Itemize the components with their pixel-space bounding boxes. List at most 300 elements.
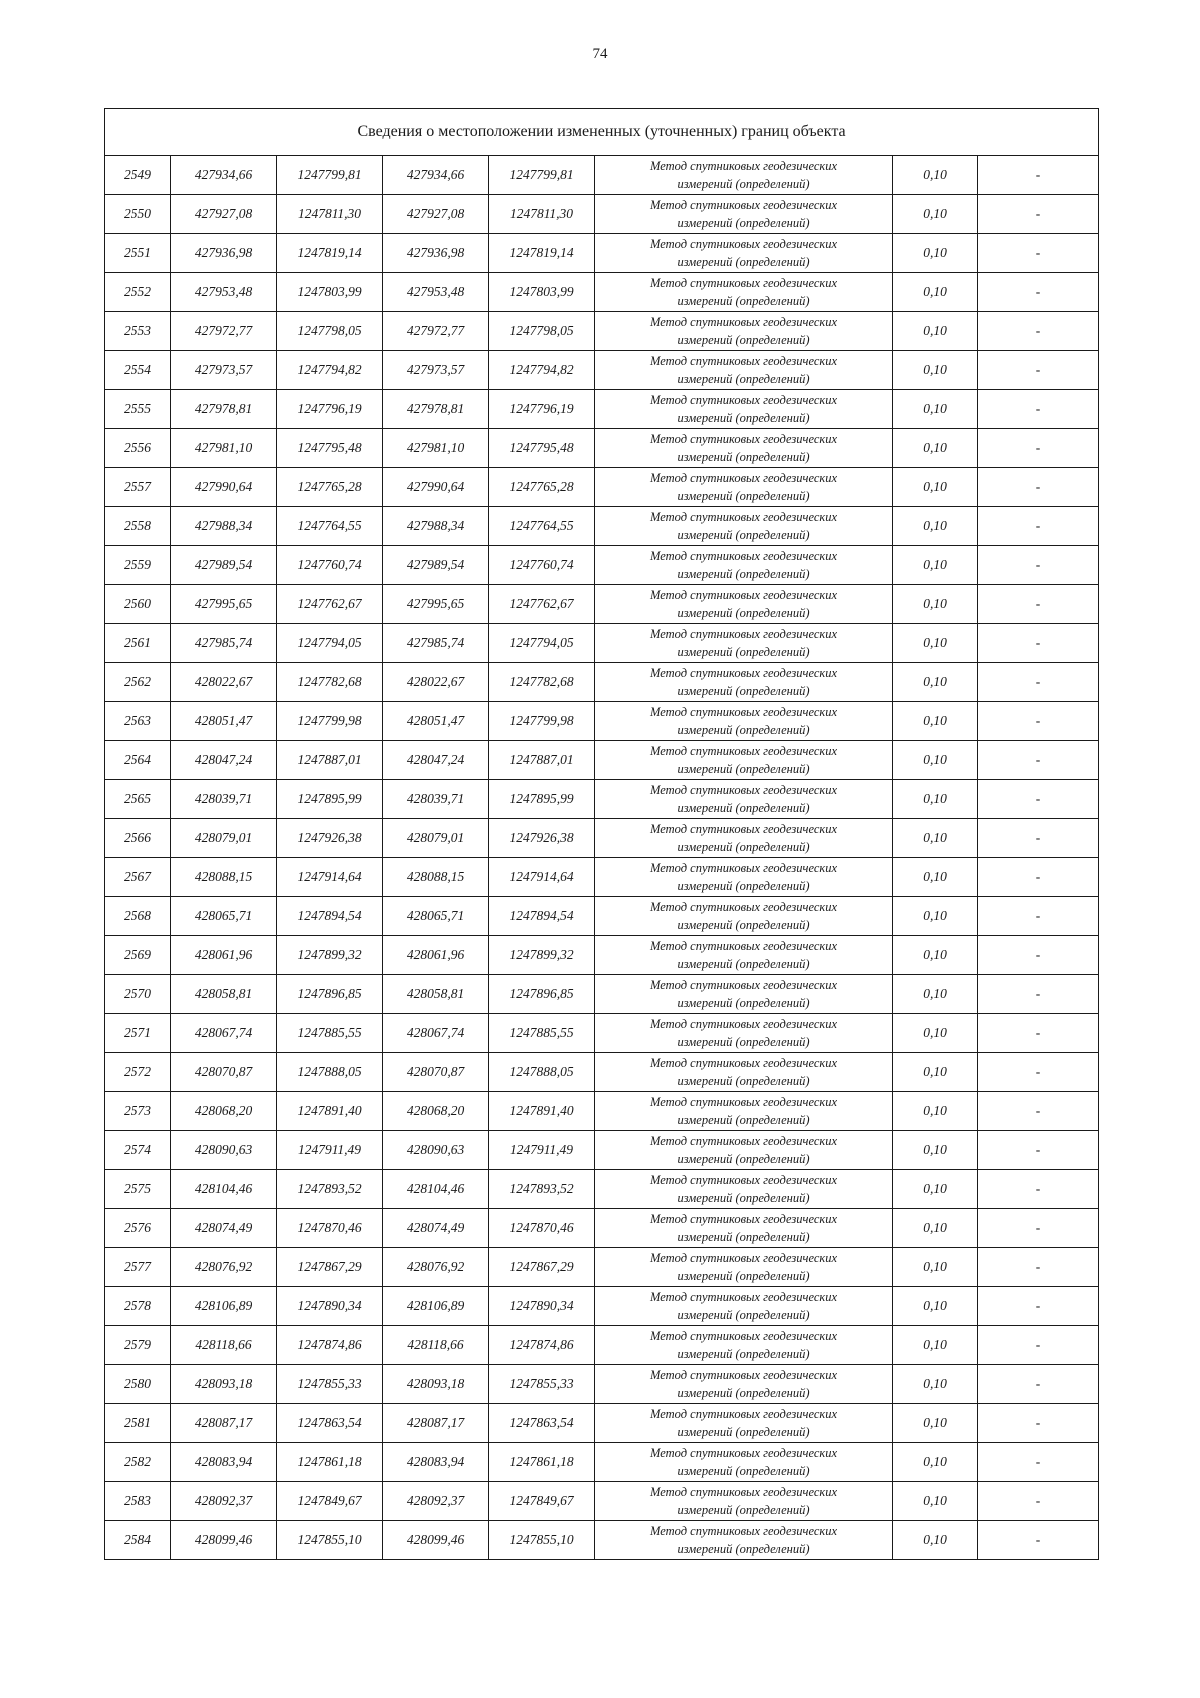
accuracy-cell: 0,10: [893, 351, 978, 390]
method-line-1: Метод спутниковых геодезических: [649, 1524, 838, 1538]
table-row: [105, 897, 1099, 936]
x-specified-cell: 428074,49: [383, 1209, 489, 1248]
point-number-cell: 2553: [105, 312, 171, 351]
point-number-cell: 2550: [105, 195, 171, 234]
table-row: [105, 741, 1099, 780]
y-existing-cell: 1247926,38: [277, 819, 383, 858]
point-number-cell: 2562: [105, 663, 171, 702]
method-cell: [595, 663, 893, 702]
y-existing-cell: 1247893,52: [277, 1170, 383, 1209]
y-specified-cell: 1247895,99: [489, 780, 595, 819]
page-number: 74: [592, 46, 608, 62]
accuracy-cell: 0,10: [893, 312, 978, 351]
accuracy-cell: 0,10: [893, 234, 978, 273]
method-cell: [595, 1053, 893, 1092]
y-existing-cell: 1247764,55: [277, 507, 383, 546]
x-specified-cell: 428051,47: [383, 702, 489, 741]
method-line-2: измерений (определений): [677, 489, 810, 503]
description-cell: -: [978, 1287, 1099, 1326]
x-existing-cell: 427936,98: [171, 234, 277, 273]
accuracy-cell: 0,10: [893, 1131, 978, 1170]
method-cell: [595, 1521, 893, 1560]
method-cell: [595, 1482, 893, 1521]
description-cell: -: [978, 1443, 1099, 1482]
accuracy-cell: 0,10: [893, 663, 978, 702]
y-specified-cell: 1247861,18: [489, 1443, 595, 1482]
description-cell: -: [978, 1248, 1099, 1287]
point-number-cell: 2573: [105, 1092, 171, 1131]
x-existing-cell: 427953,48: [171, 273, 277, 312]
table-title: Сведения о местоположении измененных (уточненных) границ объекта: [105, 109, 1099, 156]
table-row: [105, 1248, 1099, 1287]
y-specified-cell: 1247796,19: [489, 390, 595, 429]
method-line-1: Метод спутниковых геодезических: [649, 1368, 838, 1382]
y-specified-cell: 1247890,34: [489, 1287, 595, 1326]
description-cell: -: [978, 156, 1099, 195]
method-cell: [595, 195, 893, 234]
point-number-cell: 2557: [105, 468, 171, 507]
point-number-cell: 2575: [105, 1170, 171, 1209]
description-cell: -: [978, 819, 1099, 858]
method-cell: [595, 429, 893, 468]
method-line-1: Метод спутниковых геодезических: [649, 822, 838, 836]
x-specified-cell: 428058,81: [383, 975, 489, 1014]
x-existing-cell: 427927,08: [171, 195, 277, 234]
y-specified-cell: 1247896,85: [489, 975, 595, 1014]
method-line-2: измерений (определений): [677, 333, 810, 347]
method-cell: [595, 819, 893, 858]
y-specified-cell: 1247762,67: [489, 585, 595, 624]
table-row: [105, 273, 1099, 312]
description-cell: -: [978, 234, 1099, 273]
method-line-2: измерений (определений): [677, 1425, 810, 1439]
x-existing-cell: 427972,77: [171, 312, 277, 351]
description-cell: -: [978, 897, 1099, 936]
method-line-2: измерений (определений): [677, 1074, 810, 1088]
point-number-cell: 2578: [105, 1287, 171, 1326]
y-specified-cell: 1247874,86: [489, 1326, 595, 1365]
y-specified-cell: 1247899,32: [489, 936, 595, 975]
y-specified-cell: 1247888,05: [489, 1053, 595, 1092]
table-row: [105, 468, 1099, 507]
x-specified-cell: 427978,81: [383, 390, 489, 429]
method-line-1: Метод спутниковых геодезических: [649, 1446, 838, 1460]
description-cell: -: [978, 741, 1099, 780]
method-cell: [595, 780, 893, 819]
table-row: [105, 312, 1099, 351]
x-existing-cell: 427995,65: [171, 585, 277, 624]
y-existing-cell: 1247855,33: [277, 1365, 383, 1404]
table-row: [105, 546, 1099, 585]
point-number-cell: 2580: [105, 1365, 171, 1404]
table-row: [105, 780, 1099, 819]
point-number-cell: 2563: [105, 702, 171, 741]
method-line-1: Метод спутниковых геодезических: [649, 1329, 838, 1343]
x-specified-cell: 428070,87: [383, 1053, 489, 1092]
description-cell: -: [978, 936, 1099, 975]
y-specified-cell: 1247799,98: [489, 702, 595, 741]
method-cell: [595, 1326, 893, 1365]
table-row: [105, 1053, 1099, 1092]
method-cell: [595, 1170, 893, 1209]
method-line-1: Метод спутниковых геодезических: [649, 1407, 838, 1421]
point-number-cell: 2554: [105, 351, 171, 390]
method-cell: [595, 897, 893, 936]
description-cell: -: [978, 663, 1099, 702]
y-existing-cell: 1247863,54: [277, 1404, 383, 1443]
method-line-2: измерений (определений): [677, 177, 810, 191]
description-cell: -: [978, 1365, 1099, 1404]
y-specified-cell: 1247819,14: [489, 234, 595, 273]
method-line-1: Метод спутниковых геодезических: [649, 1095, 838, 1109]
y-specified-cell: 1247803,99: [489, 273, 595, 312]
description-cell: -: [978, 1014, 1099, 1053]
method-line-2: измерений (определений): [677, 528, 810, 542]
x-existing-cell: 427978,81: [171, 390, 277, 429]
method-line-2: измерений (определений): [677, 1464, 810, 1478]
method-line-2: измерений (определений): [677, 372, 810, 386]
y-existing-cell: 1247896,85: [277, 975, 383, 1014]
accuracy-cell: 0,10: [893, 780, 978, 819]
method-line-2: измерений (определений): [677, 918, 810, 932]
method-line-1: Метод спутниковых геодезических: [649, 783, 838, 797]
y-existing-cell: 1247799,98: [277, 702, 383, 741]
description-cell: -: [978, 546, 1099, 585]
description-cell: -: [978, 1053, 1099, 1092]
method-line-2: измерений (определений): [677, 1308, 810, 1322]
point-number-cell: 2561: [105, 624, 171, 663]
accuracy-cell: 0,10: [893, 585, 978, 624]
x-existing-cell: 427934,66: [171, 156, 277, 195]
y-existing-cell: 1247799,81: [277, 156, 383, 195]
method-line-1: Метод спутниковых геодезических: [649, 432, 838, 446]
x-specified-cell: 427995,65: [383, 585, 489, 624]
y-existing-cell: 1247887,01: [277, 741, 383, 780]
method-line-1: Метод спутниковых геодезических: [649, 666, 838, 680]
method-cell: [595, 1131, 893, 1170]
method-line-1: Метод спутниковых геодезических: [649, 939, 838, 953]
method-cell: [595, 390, 893, 429]
method-line-2: измерений (определений): [677, 294, 810, 308]
x-specified-cell: 428047,24: [383, 741, 489, 780]
method-line-2: измерений (определений): [677, 1386, 810, 1400]
accuracy-cell: 0,10: [893, 1014, 978, 1053]
description-cell: -: [978, 1131, 1099, 1170]
x-existing-cell: 428090,63: [171, 1131, 277, 1170]
method-cell: [595, 1014, 893, 1053]
x-specified-cell: 428093,18: [383, 1365, 489, 1404]
method-cell: [595, 468, 893, 507]
table-row: [105, 702, 1099, 741]
x-specified-cell: 428092,37: [383, 1482, 489, 1521]
accuracy-cell: 0,10: [893, 1521, 978, 1560]
method-line-2: измерений (определений): [677, 762, 810, 776]
method-line-2: измерений (определений): [677, 1230, 810, 1244]
point-number-cell: 2571: [105, 1014, 171, 1053]
accuracy-cell: 0,10: [893, 1404, 978, 1443]
method-line-1: Метод спутниковых геодезических: [649, 627, 838, 641]
method-line-1: Метод спутниковых геодезических: [649, 588, 838, 602]
y-existing-cell: 1247894,54: [277, 897, 383, 936]
point-number-cell: 2584: [105, 1521, 171, 1560]
description-cell: -: [978, 1326, 1099, 1365]
method-line-1: Метод спутниковых геодезических: [649, 744, 838, 758]
method-line-2: измерений (определений): [677, 684, 810, 698]
method-cell: [595, 975, 893, 1014]
point-number-cell: 2570: [105, 975, 171, 1014]
method-line-2: измерений (определений): [677, 216, 810, 230]
description-cell: -: [978, 390, 1099, 429]
point-number-cell: 2551: [105, 234, 171, 273]
y-existing-cell: 1247794,82: [277, 351, 383, 390]
point-number-cell: 2549: [105, 156, 171, 195]
method-line-1: Метод спутниковых геодезических: [649, 861, 838, 875]
point-number-cell: 2581: [105, 1404, 171, 1443]
method-line-1: Метод спутниковых геодезических: [649, 510, 838, 524]
point-number-cell: 2565: [105, 780, 171, 819]
point-number-cell: 2559: [105, 546, 171, 585]
x-specified-cell: 427988,34: [383, 507, 489, 546]
method-line-1: Метод спутниковых геодезических: [649, 1056, 838, 1070]
x-existing-cell: 428104,46: [171, 1170, 277, 1209]
y-specified-cell: 1247765,28: [489, 468, 595, 507]
y-specified-cell: 1247894,54: [489, 897, 595, 936]
accuracy-cell: 0,10: [893, 1170, 978, 1209]
x-specified-cell: 428088,15: [383, 858, 489, 897]
x-specified-cell: 427953,48: [383, 273, 489, 312]
accuracy-cell: 0,10: [893, 1443, 978, 1482]
x-specified-cell: 427985,74: [383, 624, 489, 663]
accuracy-cell: 0,10: [893, 156, 978, 195]
table-row: [105, 351, 1099, 390]
table-row: [105, 975, 1099, 1014]
method-line-2: измерений (определений): [677, 450, 810, 464]
y-existing-cell: 1247867,29: [277, 1248, 383, 1287]
table-row: [105, 1092, 1099, 1131]
x-specified-cell: 428076,92: [383, 1248, 489, 1287]
method-cell: [595, 624, 893, 663]
method-line-2: измерений (определений): [677, 879, 810, 893]
description-cell: -: [978, 351, 1099, 390]
method-line-1: Метод спутниковых геодезических: [649, 1485, 838, 1499]
method-line-1: Метод спутниковых геодезических: [649, 471, 838, 485]
method-cell: [595, 1365, 893, 1404]
x-specified-cell: 428039,71: [383, 780, 489, 819]
x-specified-cell: 428068,20: [383, 1092, 489, 1131]
description-cell: -: [978, 1092, 1099, 1131]
table-row: [105, 819, 1099, 858]
point-number-cell: 2558: [105, 507, 171, 546]
x-specified-cell: 427972,77: [383, 312, 489, 351]
y-existing-cell: 1247794,05: [277, 624, 383, 663]
y-specified-cell: 1247798,05: [489, 312, 595, 351]
table-row: [105, 858, 1099, 897]
table-row: [105, 1209, 1099, 1248]
y-existing-cell: 1247899,32: [277, 936, 383, 975]
method-cell: [595, 1443, 893, 1482]
x-specified-cell: 428087,17: [383, 1404, 489, 1443]
y-existing-cell: 1247885,55: [277, 1014, 383, 1053]
method-cell: [595, 156, 893, 195]
method-cell: [595, 312, 893, 351]
method-cell: [595, 936, 893, 975]
method-cell: [595, 1287, 893, 1326]
accuracy-cell: 0,10: [893, 897, 978, 936]
method-cell: [595, 741, 893, 780]
x-specified-cell: 427934,66: [383, 156, 489, 195]
x-existing-cell: 428079,01: [171, 819, 277, 858]
accuracy-cell: 0,10: [893, 1053, 978, 1092]
table-row: [105, 429, 1099, 468]
method-line-1: Метод спутниковых геодезических: [649, 549, 838, 563]
description-cell: -: [978, 585, 1099, 624]
table-row: [105, 1131, 1099, 1170]
y-specified-cell: 1247911,49: [489, 1131, 595, 1170]
x-existing-cell: 428067,74: [171, 1014, 277, 1053]
accuracy-cell: 0,10: [893, 858, 978, 897]
point-number-cell: 2576: [105, 1209, 171, 1248]
x-existing-cell: 427988,34: [171, 507, 277, 546]
y-existing-cell: 1247762,67: [277, 585, 383, 624]
accuracy-cell: 0,10: [893, 273, 978, 312]
table-row: [105, 1014, 1099, 1053]
x-specified-cell: 427981,10: [383, 429, 489, 468]
y-specified-cell: 1247811,30: [489, 195, 595, 234]
method-cell: [595, 273, 893, 312]
method-line-2: измерений (определений): [677, 411, 810, 425]
x-specified-cell: 427973,57: [383, 351, 489, 390]
method-line-2: измерений (определений): [677, 255, 810, 269]
method-cell: [595, 858, 893, 897]
y-existing-cell: 1247796,19: [277, 390, 383, 429]
table-row: [105, 624, 1099, 663]
description-cell: -: [978, 468, 1099, 507]
y-existing-cell: 1247760,74: [277, 546, 383, 585]
x-existing-cell: 428083,94: [171, 1443, 277, 1482]
x-existing-cell: 428022,67: [171, 663, 277, 702]
point-number-cell: 2583: [105, 1482, 171, 1521]
x-existing-cell: 427973,57: [171, 351, 277, 390]
description-cell: -: [978, 273, 1099, 312]
table-row: [105, 1404, 1099, 1443]
description-cell: -: [978, 975, 1099, 1014]
x-existing-cell: 428074,49: [171, 1209, 277, 1248]
method-line-1: Метод спутниковых геодезических: [649, 159, 838, 173]
method-cell: [595, 702, 893, 741]
accuracy-cell: 0,10: [893, 624, 978, 663]
point-number-cell: 2582: [105, 1443, 171, 1482]
table-row: [105, 1287, 1099, 1326]
x-existing-cell: 428092,37: [171, 1482, 277, 1521]
accuracy-cell: 0,10: [893, 1209, 978, 1248]
description-cell: -: [978, 780, 1099, 819]
y-existing-cell: 1247914,64: [277, 858, 383, 897]
method-line-1: Метод спутниковых геодезических: [649, 1290, 838, 1304]
table-row: [105, 507, 1099, 546]
x-specified-cell: 428067,74: [383, 1014, 489, 1053]
x-specified-cell: 428083,94: [383, 1443, 489, 1482]
table-row: [105, 390, 1099, 429]
point-number-cell: 2555: [105, 390, 171, 429]
x-existing-cell: 428051,47: [171, 702, 277, 741]
y-existing-cell: 1247782,68: [277, 663, 383, 702]
method-line-2: измерений (определений): [677, 1035, 810, 1049]
table-body: [105, 156, 1099, 1560]
x-existing-cell: 428099,46: [171, 1521, 277, 1560]
x-specified-cell: 428079,01: [383, 819, 489, 858]
x-existing-cell: 428088,15: [171, 858, 277, 897]
method-line-2: измерений (определений): [677, 1542, 810, 1556]
method-line-2: измерений (определений): [677, 840, 810, 854]
y-specified-cell: 1247782,68: [489, 663, 595, 702]
x-existing-cell: 428070,87: [171, 1053, 277, 1092]
y-existing-cell: 1247819,14: [277, 234, 383, 273]
description-cell: -: [978, 429, 1099, 468]
method-line-1: Метод спутниковых геодезических: [649, 1212, 838, 1226]
method-line-1: Метод спутниковых геодезических: [649, 198, 838, 212]
method-line-2: измерений (определений): [677, 996, 810, 1010]
description-cell: -: [978, 507, 1099, 546]
method-line-2: измерений (определений): [677, 1152, 810, 1166]
accuracy-cell: 0,10: [893, 195, 978, 234]
x-specified-cell: 428065,71: [383, 897, 489, 936]
description-cell: -: [978, 1404, 1099, 1443]
x-specified-cell: 427990,64: [383, 468, 489, 507]
y-existing-cell: 1247861,18: [277, 1443, 383, 1482]
method-line-2: измерений (определений): [677, 567, 810, 581]
table-row: [105, 234, 1099, 273]
y-specified-cell: 1247863,54: [489, 1404, 595, 1443]
method-line-2: измерений (определений): [677, 1269, 810, 1283]
y-specified-cell: 1247849,67: [489, 1482, 595, 1521]
method-cell: [595, 1209, 893, 1248]
y-existing-cell: 1247888,05: [277, 1053, 383, 1092]
method-line-2: измерений (определений): [677, 1113, 810, 1127]
boundary-table: [104, 108, 1099, 1560]
y-existing-cell: 1247870,46: [277, 1209, 383, 1248]
x-specified-cell: 428118,66: [383, 1326, 489, 1365]
table-row: [105, 1443, 1099, 1482]
accuracy-cell: 0,10: [893, 702, 978, 741]
x-specified-cell: 428090,63: [383, 1131, 489, 1170]
y-specified-cell: 1247891,40: [489, 1092, 595, 1131]
point-number-cell: 2577: [105, 1248, 171, 1287]
method-line-2: измерений (определений): [677, 606, 810, 620]
method-cell: [595, 1092, 893, 1131]
description-cell: -: [978, 702, 1099, 741]
description-cell: -: [978, 1170, 1099, 1209]
table-row: [105, 1365, 1099, 1404]
point-number-cell: 2567: [105, 858, 171, 897]
x-existing-cell: 428118,66: [171, 1326, 277, 1365]
method-cell: [595, 546, 893, 585]
accuracy-cell: 0,10: [893, 1287, 978, 1326]
accuracy-cell: 0,10: [893, 546, 978, 585]
method-line-1: Метод спутниковых геодезических: [649, 393, 838, 407]
x-specified-cell: 428104,46: [383, 1170, 489, 1209]
x-specified-cell: 427927,08: [383, 195, 489, 234]
table-row: [105, 1170, 1099, 1209]
method-line-1: Метод спутниковых геодезических: [649, 1251, 838, 1265]
x-specified-cell: 427989,54: [383, 546, 489, 585]
accuracy-cell: 0,10: [893, 1092, 978, 1131]
method-line-2: измерений (определений): [677, 723, 810, 737]
y-specified-cell: 1247914,64: [489, 858, 595, 897]
method-line-1: Метод спутниковых геодезических: [649, 276, 838, 290]
method-cell: [595, 351, 893, 390]
y-existing-cell: 1247911,49: [277, 1131, 383, 1170]
point-number-cell: 2552: [105, 273, 171, 312]
